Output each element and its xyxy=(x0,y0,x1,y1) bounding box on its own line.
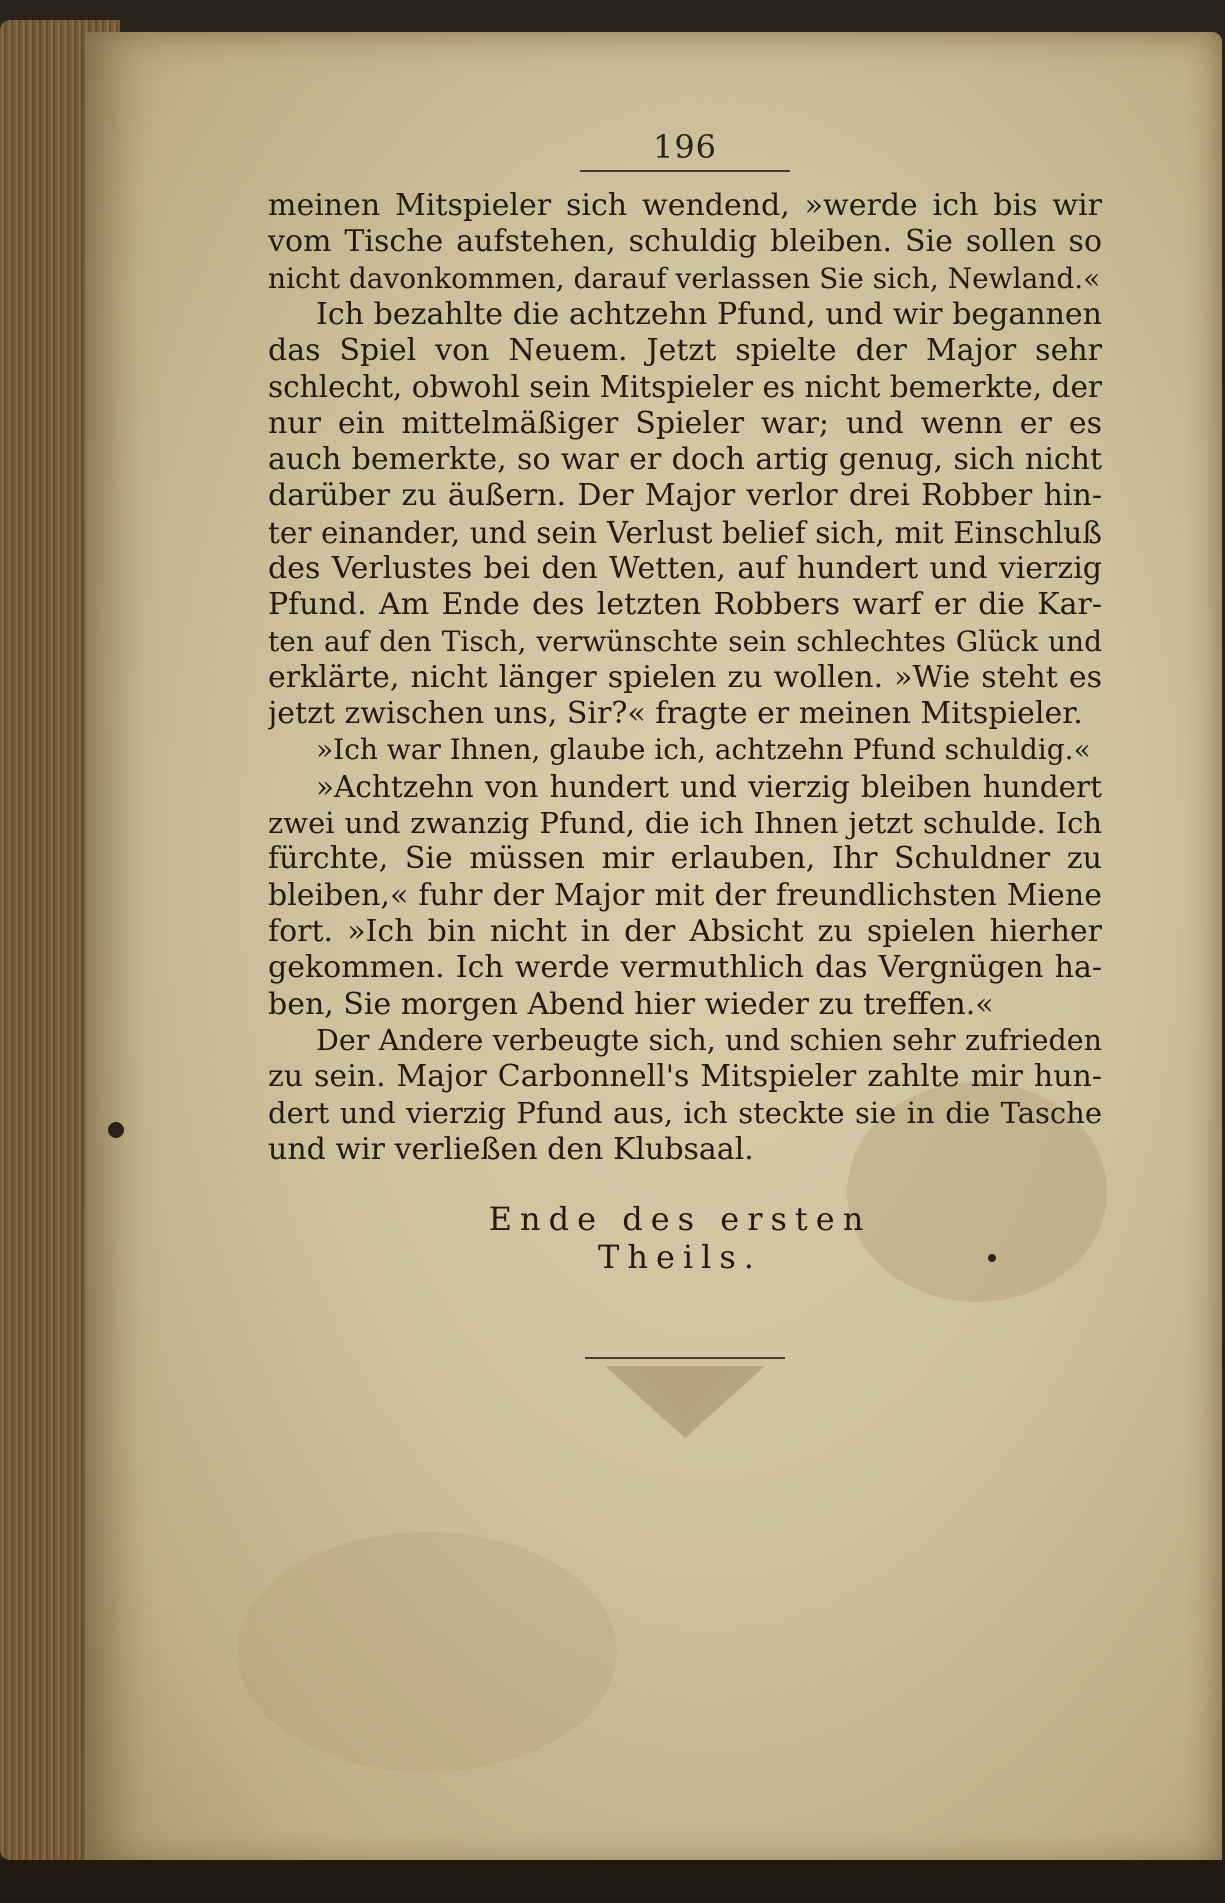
closing-line: Ende des ersten Theils. xyxy=(488,1200,872,1276)
text-line: fürchte, Sie müssen mir erlauben, Ihr Schuldner zu xyxy=(268,841,1102,877)
text-line: meinen Mitspieler sich wendend, »werde ich bis wir xyxy=(268,188,1102,223)
text-line: fort. »Ich bin nicht in der Absicht zu spielen hierher xyxy=(268,913,1102,949)
body-text xyxy=(268,188,1102,1168)
page-header xyxy=(580,128,790,172)
end-ornament xyxy=(585,1352,785,1442)
text-line: dert und vierzig Pfund aus, ich steckte sie in die Tasche xyxy=(268,1096,1102,1131)
text-line: vom Tische aufstehen, schuldig bleiben. Sie sollen so xyxy=(268,224,1102,260)
page-number: 196 xyxy=(652,128,718,166)
text-line: des Verlustes bei den Wetten, auf hundert und vierzig xyxy=(268,550,1102,586)
text-line: »Ich war Ihnen, glaube ich, achtzehn Pfund schuldig.« xyxy=(316,733,1091,767)
text-line: nur ein mittelmäßiger Spieler war; und wenn er es xyxy=(268,405,1102,441)
text-line: bleiben,« fuhr der Major mit der freundlichsten Miene xyxy=(268,877,1102,913)
text-line: Pfund. Am Ende des letzten Robbers warf er die Kar- xyxy=(268,587,1102,623)
text-line: ten auf den Tisch, verwünschte sein schlechtes Glück und xyxy=(268,624,1102,658)
text-line: ben, Sie morgen Abend hier wieder zu treffen.« xyxy=(268,986,994,1022)
text-line: gekommen. Ich werde vermuthlich das Vergnügen ha- xyxy=(268,950,1102,986)
ink-spot xyxy=(108,1122,124,1138)
text-line: ter einander, und sein Verlust belief sich, mit Einschluß xyxy=(268,515,1102,550)
text-line: Der Andere verbeugte sich, und schien sehr zufrieden xyxy=(316,1023,1102,1057)
text-line: darüber zu äußern. Der Major verlor drei Robber hin- xyxy=(268,478,1102,514)
background-shadow xyxy=(0,1860,1225,1903)
text-line: jetzt zwischen uns, Sir?« fragte er meinen Mitspieler. xyxy=(268,696,1083,732)
ink-spot xyxy=(988,1254,996,1262)
text-line: Ich bezahlte die achtzehn Pfund, und wir begannen xyxy=(316,296,1102,332)
text-line: und wir verließen den Klubsaal. xyxy=(268,1131,754,1167)
text-line: schlecht, obwohl sein Mitspieler es nicht bemerkte, der xyxy=(268,370,1102,405)
text-line: auch bemerkte, so war er doch artig genug, sich nicht xyxy=(268,442,1102,478)
header-rule xyxy=(580,170,790,172)
text-line: erklärte, nicht länger spielen zu wollen. »Wie steht es xyxy=(268,659,1102,695)
text-line: nicht davonkommen, darauf verlassen Sie sich, Newland.« xyxy=(268,261,1101,295)
text-line: »Achtzehn von hundert und vierzig bleiben hundert xyxy=(316,769,1102,804)
paper-stain xyxy=(237,1532,617,1772)
text-line: zwei und zwanzig Pfund, die ich Ihnen jetzt schulde. Ich xyxy=(268,806,1102,841)
text-line: das Spiel von Neuem. Jetzt spielte der Major sehr xyxy=(268,333,1102,369)
text-line: zu sein. Major Carbonnell's Mitspieler zahlte mir hun- xyxy=(268,1059,1102,1095)
